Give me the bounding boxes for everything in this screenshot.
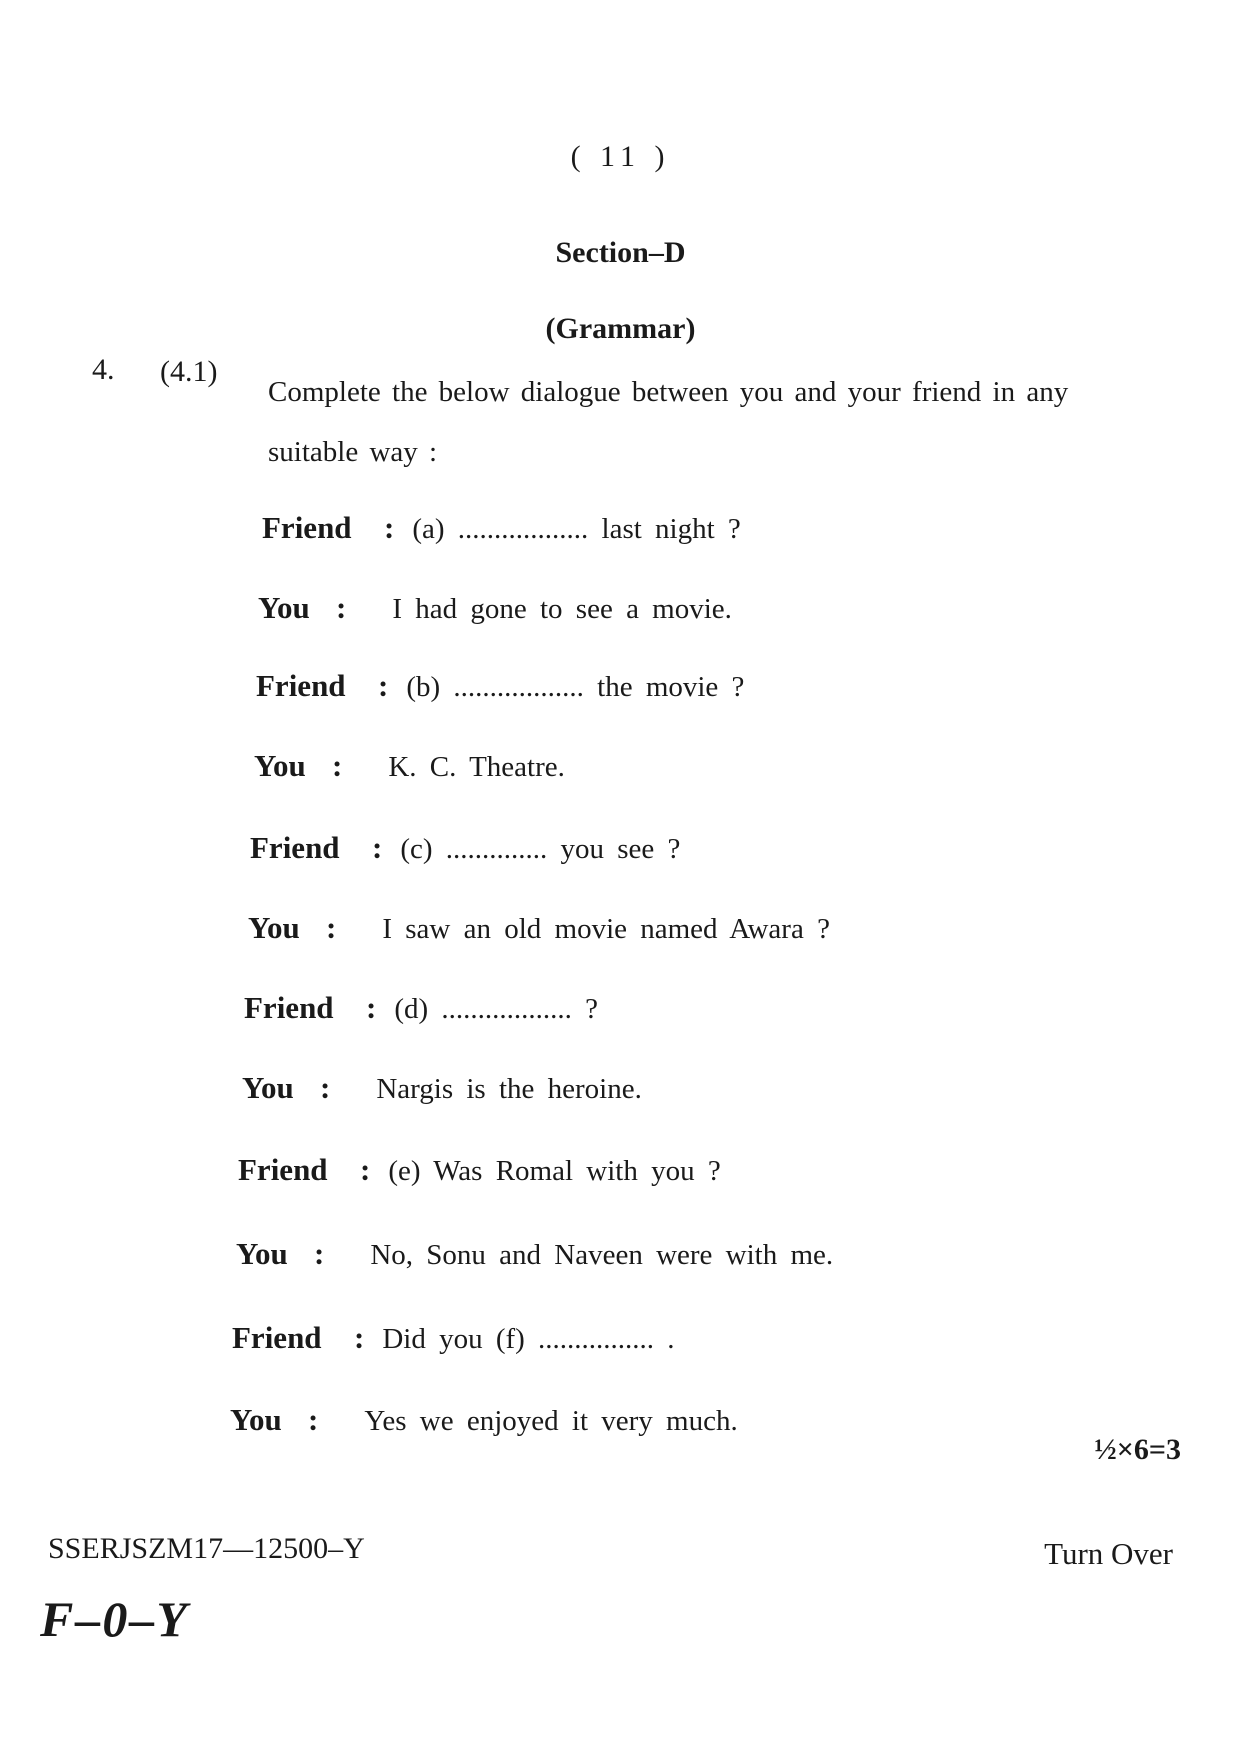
- dialogue-text: Nargis is the heroine.: [376, 1073, 642, 1105]
- dialogue-line: [244, 990, 598, 1026]
- set-code: F–0–Y: [40, 1591, 189, 1647]
- speaker-colon: :: [320, 1070, 331, 1105]
- speaker-colon: :: [372, 830, 383, 865]
- dialogue-text: (e) Was Romal with you ?: [388, 1155, 721, 1187]
- turn-over-note: Turn Over: [1044, 1536, 1173, 1571]
- page-number: ( 11 ): [570, 140, 671, 173]
- speaker-colon: :: [384, 510, 395, 545]
- speaker-label: Friend: [238, 1152, 328, 1187]
- dialogue-text: I had gone to see a movie.: [392, 593, 732, 625]
- speaker-colon: :: [314, 1236, 325, 1271]
- speaker-label: Friend: [244, 990, 334, 1025]
- speaker-label: Friend: [262, 510, 352, 545]
- paper-code: SSERJSZM17—12500–Y: [48, 1532, 365, 1565]
- speaker-colon: :: [326, 910, 337, 945]
- dialogue-line: [230, 1402, 738, 1438]
- dialogue-line: [236, 1236, 833, 1272]
- dialogue-text: I saw an old movie named Awara ?: [382, 913, 830, 945]
- speaker-colon: :: [360, 1152, 371, 1187]
- speaker-colon: :: [308, 1402, 319, 1437]
- dialogue-text: No, Sonu and Naveen were with me.: [370, 1239, 834, 1271]
- section-title: Section–D: [555, 236, 686, 269]
- speaker-colon: :: [332, 748, 343, 783]
- dialogue-text: (d) .................. ?: [394, 993, 599, 1025]
- dialogue-line: [258, 590, 732, 626]
- dialogue-text: (c) .............. you see ?: [400, 833, 681, 865]
- dialogue-line: [250, 830, 680, 866]
- section-subtitle: (Grammar): [545, 312, 696, 345]
- dialogue-line: [232, 1320, 675, 1356]
- dialogue-text: K. C. Theatre.: [388, 751, 565, 783]
- question-number: 4.: [92, 353, 115, 386]
- dialogue-text: (a) .................. last night ?: [412, 513, 741, 545]
- dialogue-text: Yes we enjoyed it very much.: [364, 1405, 738, 1437]
- speaker-label: You: [258, 590, 310, 625]
- dialogue-text: (b) .................. the movie ?: [406, 671, 745, 703]
- speaker-label: You: [242, 1070, 294, 1105]
- speaker-colon: :: [336, 590, 347, 625]
- dialogue-text: Did you (f) ................ .: [382, 1323, 675, 1355]
- dialogue-line: [242, 1070, 642, 1106]
- speaker-colon: :: [366, 990, 377, 1025]
- question-part: (4.1): [160, 355, 218, 388]
- speaker-label: You: [230, 1402, 282, 1437]
- speaker-colon: :: [378, 668, 389, 703]
- dialogue-line: [262, 510, 741, 546]
- dialogue-line: [256, 668, 744, 704]
- speaker-colon: :: [354, 1320, 365, 1355]
- speaker-label: You: [236, 1236, 288, 1271]
- speaker-label: Friend: [250, 830, 340, 865]
- speaker-label: Friend: [232, 1320, 322, 1355]
- dialogue-line: [248, 910, 830, 946]
- speaker-label: Friend: [256, 668, 346, 703]
- dialogue-line: [254, 748, 565, 784]
- dialogue-line: [238, 1152, 721, 1188]
- marks-allocation: ½×6=3: [1094, 1433, 1181, 1466]
- question-instruction: Complete the below dialogue between you and your friend in any suitable way :: [268, 376, 1069, 468]
- speaker-label: You: [254, 748, 306, 783]
- speaker-label: You: [248, 910, 300, 945]
